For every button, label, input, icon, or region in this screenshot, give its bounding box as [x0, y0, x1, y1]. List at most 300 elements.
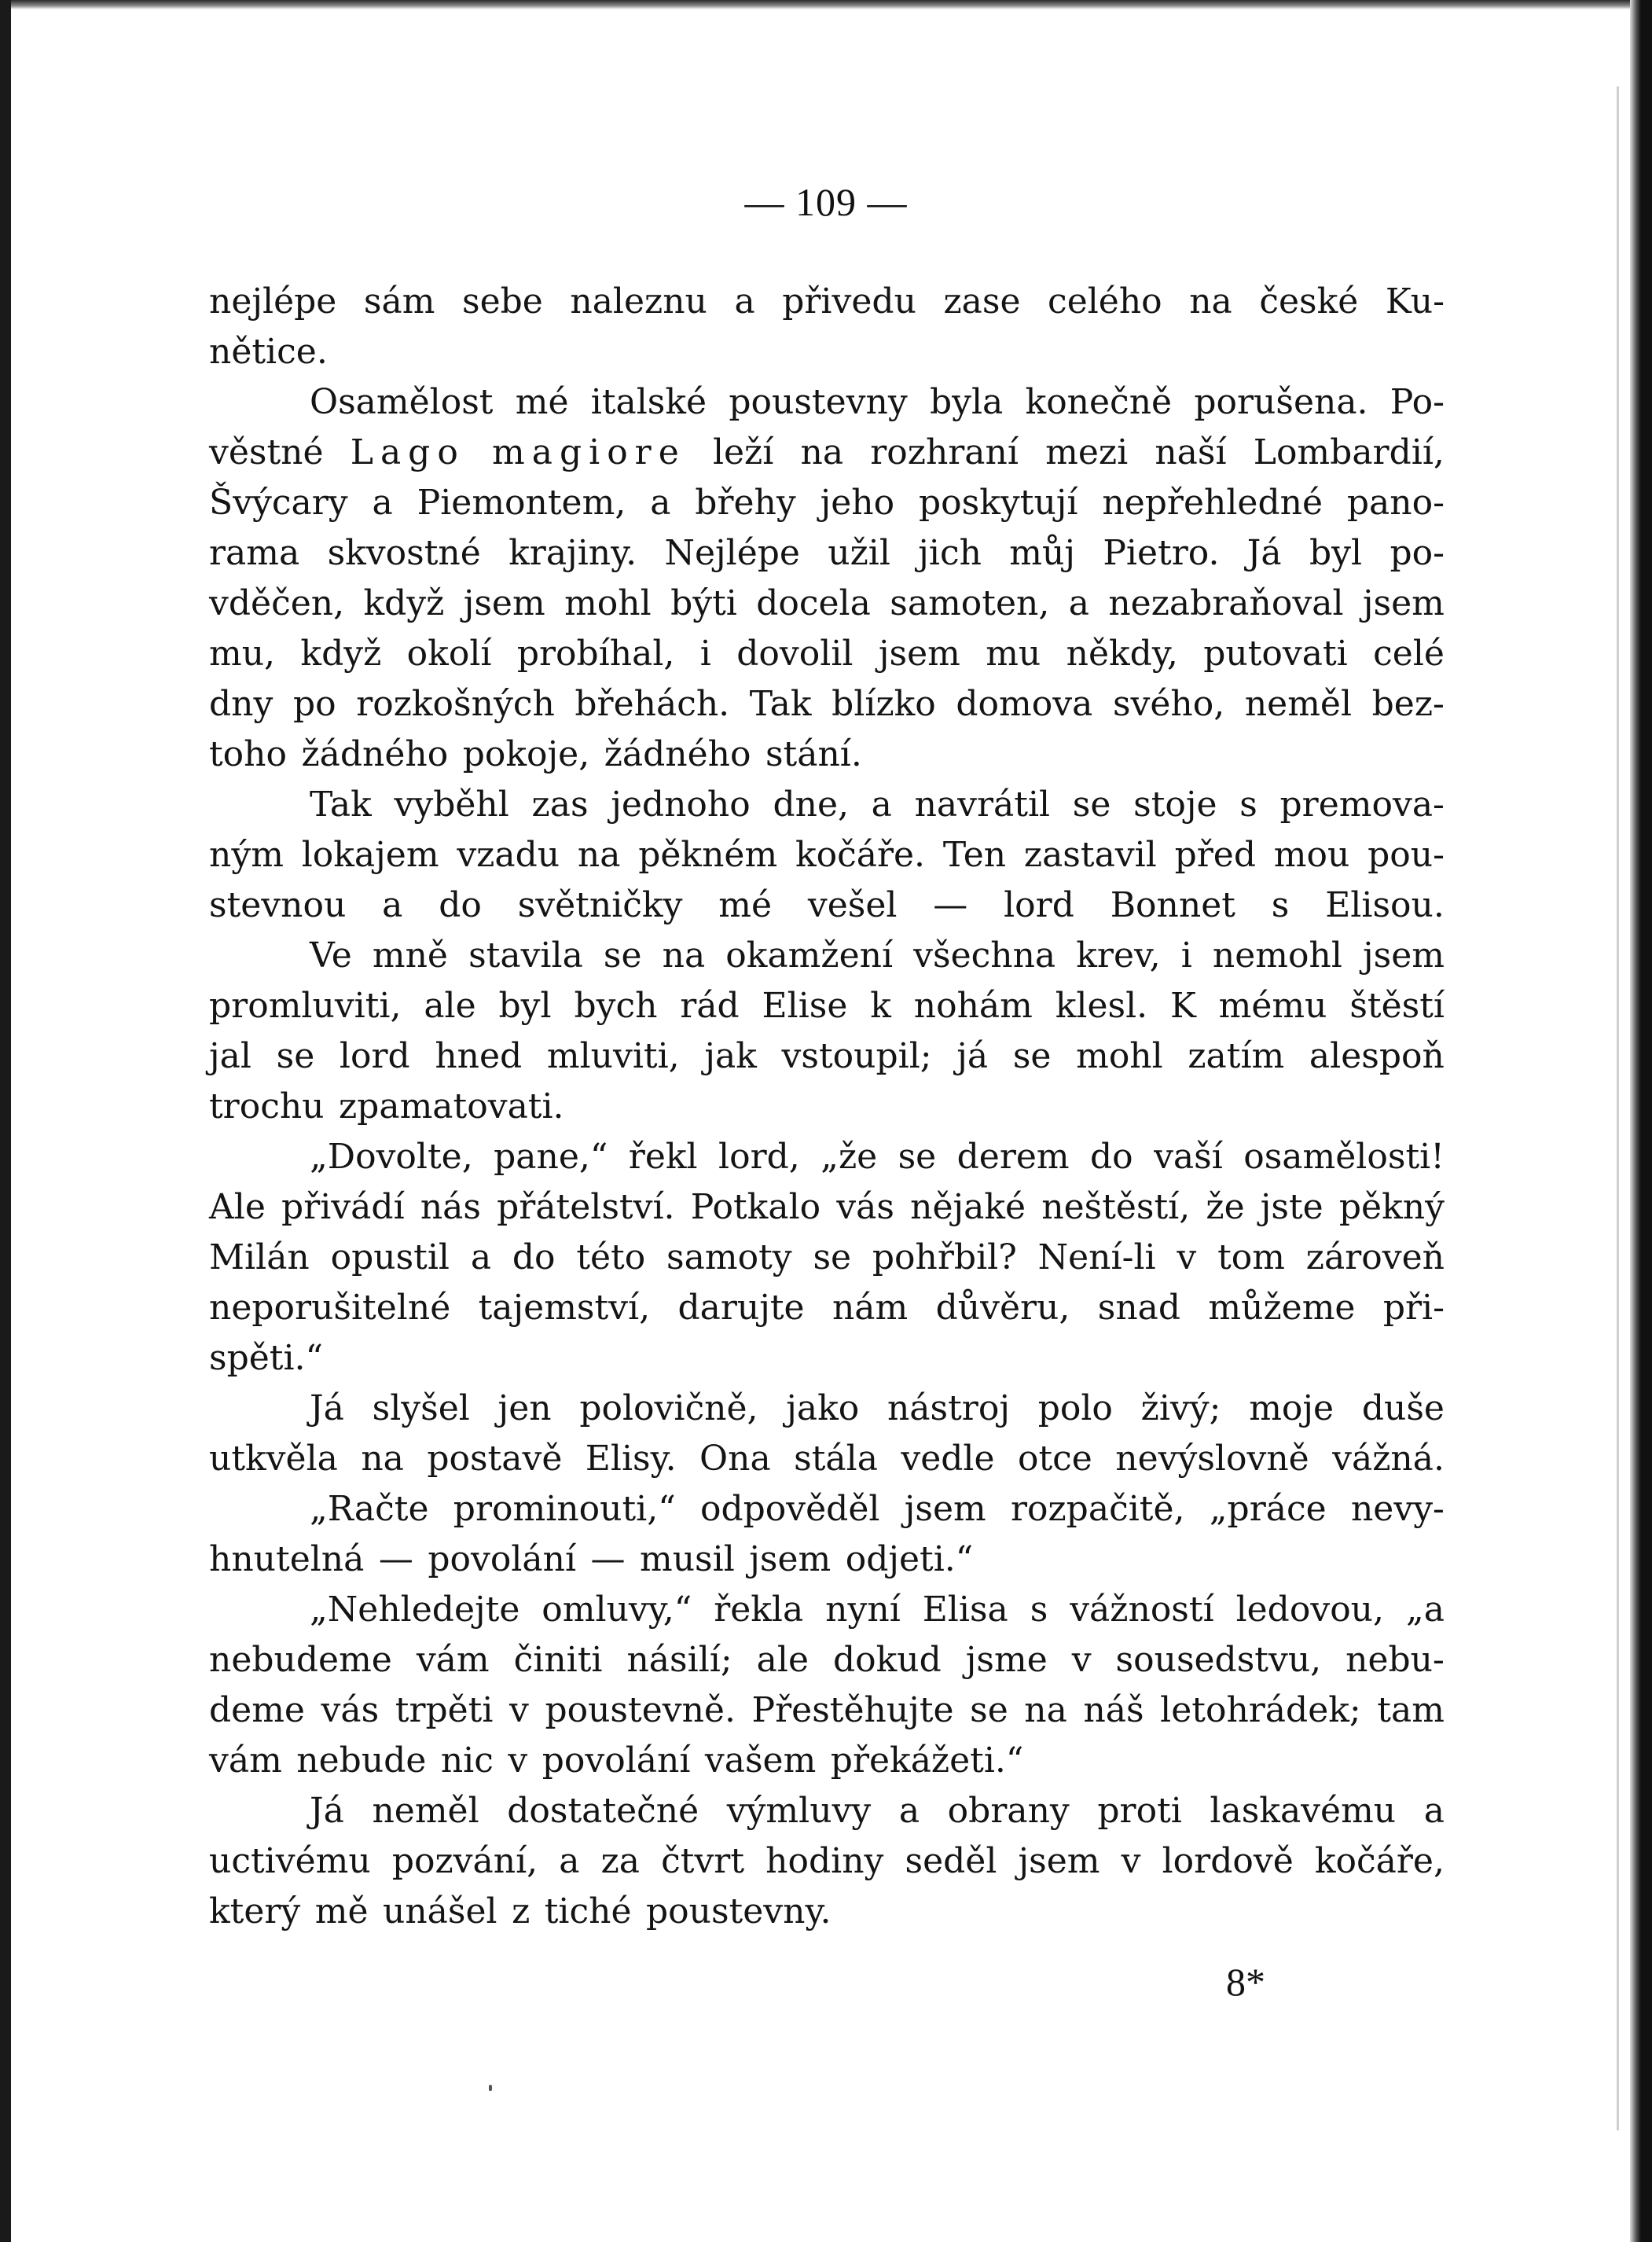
word: „a — [1405, 1590, 1445, 1630]
word: laskavému — [1210, 1791, 1397, 1831]
word: byl — [498, 986, 552, 1026]
word: — — [590, 1539, 626, 1579]
word: na — [361, 1439, 404, 1479]
word: sám — [363, 281, 435, 322]
word: Ten — [942, 835, 1007, 875]
word: Bonnet — [1110, 885, 1235, 925]
word: stavila — [468, 935, 583, 976]
word: a — [1068, 583, 1089, 623]
word: seděl — [905, 1841, 997, 1881]
word: lordově — [1162, 1841, 1294, 1881]
word: tiché — [544, 1891, 632, 1931]
word: jeho — [820, 483, 895, 523]
word: musil — [639, 1539, 735, 1579]
word: vás — [836, 1187, 894, 1227]
word: mu — [986, 634, 1041, 674]
word: „Račte — [310, 1489, 429, 1529]
text-line — [209, 327, 1445, 377]
word: Ku- — [1385, 281, 1445, 322]
word: dne, — [773, 785, 849, 825]
word: nemohl — [1212, 935, 1342, 976]
word: vám — [416, 1640, 490, 1680]
word: naší — [1155, 432, 1227, 472]
text-line — [209, 1384, 1445, 1434]
word: Ve — [310, 935, 352, 976]
page-number: — 109 — — [744, 180, 908, 224]
text-line — [209, 377, 1445, 428]
word: s — [1239, 785, 1257, 825]
word: zas — [531, 785, 589, 825]
word: blízko — [832, 684, 936, 724]
word: hned — [435, 1036, 523, 1076]
text-line — [209, 679, 1445, 730]
word: K — [1169, 986, 1196, 1026]
word: čtvrt — [661, 1841, 745, 1881]
word: a — [871, 785, 892, 825]
word: poustevny. — [645, 1891, 832, 1931]
word: všechna — [913, 935, 1056, 976]
word: před — [1174, 835, 1256, 875]
word: pane,“ — [494, 1137, 608, 1177]
word: ale — [424, 986, 476, 1026]
word: za — [600, 1841, 641, 1881]
word: jsem — [1362, 935, 1445, 976]
word: z — [512, 1891, 530, 1931]
word: hodiny — [765, 1841, 884, 1881]
word: nohám — [913, 986, 1033, 1026]
word: Milán — [209, 1237, 310, 1277]
word: mluviti, — [546, 1036, 680, 1076]
word: deme — [209, 1690, 305, 1730]
word: a — [470, 1237, 492, 1277]
word: polo — [1037, 1388, 1113, 1428]
word: štěstí — [1349, 986, 1445, 1026]
word: můžeme — [1208, 1288, 1356, 1328]
word: lord — [1004, 885, 1074, 925]
word: sousedstvu, — [1115, 1640, 1322, 1680]
word: vzadu — [457, 835, 560, 875]
word: — — [933, 885, 968, 925]
word: jsem — [1362, 583, 1445, 623]
word: Piemontem, — [417, 483, 626, 523]
word: v — [1071, 1640, 1092, 1680]
word: na — [662, 935, 706, 976]
word: v — [508, 1740, 528, 1781]
word: konečně — [1025, 382, 1173, 422]
word: nástroj — [887, 1388, 1010, 1428]
word: žádného — [301, 734, 449, 774]
word: věstné — [209, 432, 324, 472]
text-line — [209, 830, 1445, 880]
word: neměl — [1244, 684, 1353, 724]
text-line — [209, 981, 1445, 1031]
word: nebu- — [1345, 1640, 1445, 1680]
word: osamělosti! — [1243, 1137, 1445, 1177]
text-line — [209, 629, 1445, 679]
text-line — [209, 1484, 1445, 1534]
word: Švýcary — [209, 483, 348, 523]
word: duše — [1361, 1388, 1445, 1428]
word: bych — [574, 986, 658, 1026]
word: mé — [515, 382, 569, 422]
word: se — [1012, 1036, 1052, 1076]
word: naleznu — [570, 281, 707, 322]
word: kočáře. — [795, 835, 926, 875]
text-line — [209, 478, 1445, 528]
word: darujte — [677, 1288, 805, 1328]
word: překážeti.“ — [830, 1740, 1024, 1781]
text-line — [209, 1635, 1445, 1685]
word: nic — [440, 1740, 494, 1781]
word: a — [898, 1791, 920, 1831]
word: — — [378, 1539, 413, 1579]
text-line — [209, 1333, 1445, 1384]
word: živý; — [1140, 1388, 1221, 1428]
word: se — [603, 935, 642, 976]
word: s — [1030, 1590, 1048, 1630]
word: zpamatovati. — [339, 1086, 564, 1127]
word: a — [372, 483, 393, 523]
word: tom — [1217, 1237, 1285, 1277]
word: jsem — [463, 583, 545, 623]
word: unášel — [382, 1891, 497, 1931]
word: mému — [1218, 986, 1327, 1026]
word: když — [363, 583, 445, 623]
word: lord — [339, 1036, 410, 1076]
word: skvostné — [327, 533, 481, 573]
word: této — [576, 1237, 646, 1277]
word: já — [956, 1036, 989, 1076]
word: do — [1090, 1137, 1133, 1177]
word: mé — [718, 885, 773, 925]
word: celé — [1373, 634, 1445, 674]
word: vešel — [807, 885, 898, 925]
word: břehy — [695, 483, 796, 523]
word: nám — [832, 1288, 909, 1328]
word: důvěru, — [935, 1288, 1070, 1328]
text-line — [209, 1434, 1445, 1484]
word: mu, — [209, 634, 276, 674]
word: samoty — [666, 1237, 792, 1277]
word: vážností — [1070, 1590, 1214, 1630]
word: vyběhl — [394, 785, 509, 825]
scan-edge-right — [1630, 0, 1652, 2242]
scan-edge-left — [0, 0, 11, 2242]
word: jste — [1260, 1187, 1323, 1227]
word: poskytují — [919, 483, 1078, 523]
word: jsem — [749, 1539, 832, 1579]
word: „Dovolte, — [310, 1137, 473, 1177]
word: poustevně. — [545, 1690, 736, 1730]
word: magiore — [492, 432, 686, 472]
word: pěkný — [1338, 1187, 1445, 1227]
word: letohrádek; — [1160, 1690, 1361, 1730]
word: se — [276, 1036, 315, 1076]
word: trochu — [209, 1086, 325, 1127]
word: rama — [209, 533, 300, 573]
word: přivádí — [281, 1187, 405, 1227]
word: Osamělost — [310, 382, 494, 422]
word: leží — [712, 432, 774, 472]
word: lord, — [718, 1137, 800, 1177]
word: uctivému — [209, 1841, 371, 1881]
word: Tak — [310, 785, 372, 825]
word: tam — [1377, 1690, 1445, 1730]
word: slyšel — [372, 1388, 470, 1428]
word: se — [898, 1137, 937, 1177]
word: dokud — [832, 1640, 942, 1680]
text-line — [209, 1082, 1445, 1132]
word: Ona — [699, 1439, 771, 1479]
word: do — [512, 1237, 556, 1277]
text-line — [209, 880, 1445, 931]
word: nepřehledné — [1102, 483, 1323, 523]
word: byla — [929, 382, 1004, 422]
word: porušena. — [1194, 382, 1368, 422]
text-line — [209, 1736, 1445, 1786]
word: Já — [1246, 533, 1282, 573]
text-line — [209, 931, 1445, 981]
word: Elisa — [922, 1590, 1008, 1630]
word: nětice. — [209, 332, 328, 372]
word: okamžení — [725, 935, 894, 976]
word: jsem — [904, 1489, 986, 1529]
word: italské — [590, 382, 707, 422]
word: mohl — [1076, 1036, 1163, 1076]
word: pozvání, — [391, 1841, 538, 1881]
word: náš — [1083, 1690, 1144, 1730]
body-text — [209, 277, 1445, 1937]
word: vašem — [704, 1740, 817, 1781]
word: odpověděl — [699, 1489, 880, 1529]
word: spěti.“ — [209, 1338, 324, 1378]
word: můj — [1009, 533, 1075, 573]
word: toho — [209, 734, 287, 774]
word: derem — [956, 1137, 1070, 1177]
word: Já — [310, 1791, 344, 1831]
word: domova — [956, 684, 1093, 724]
word: probíhal, — [516, 634, 675, 674]
word: omluvy,“ — [541, 1590, 692, 1630]
word: povolání — [428, 1539, 577, 1579]
word: k — [870, 986, 891, 1026]
word: jako — [786, 1388, 860, 1428]
word: „že — [820, 1137, 878, 1177]
word: stevnou — [209, 885, 347, 925]
word: výmluvy — [726, 1791, 872, 1831]
word: „práce — [1209, 1489, 1327, 1529]
word: Lombardií, — [1253, 432, 1445, 472]
text-line — [209, 1685, 1445, 1736]
word: násilí; — [626, 1640, 732, 1680]
word: přátelství. — [497, 1187, 675, 1227]
word: nyní — [825, 1590, 901, 1630]
word: ledovou, — [1235, 1590, 1385, 1630]
text-line — [209, 1283, 1445, 1333]
word: pokoje, — [462, 734, 590, 774]
word: krev, — [1076, 935, 1161, 976]
word: se — [970, 1690, 1008, 1730]
word: nevýslovně — [1115, 1439, 1309, 1479]
word: se — [813, 1237, 852, 1277]
word: mě — [314, 1891, 369, 1931]
word: i — [699, 634, 711, 674]
word: řekla — [714, 1590, 804, 1630]
word: na — [577, 835, 621, 875]
word: na — [800, 432, 844, 472]
word: kočáře, — [1314, 1841, 1445, 1881]
word: rozpačitě, — [1010, 1489, 1185, 1529]
word: premova- — [1279, 785, 1445, 825]
word: „Nehledejte — [310, 1590, 520, 1630]
word: žádného — [604, 734, 751, 774]
scan-edge-top — [0, 0, 1652, 9]
word: hnutelná — [209, 1539, 365, 1579]
word: promluviti, — [209, 986, 402, 1026]
word: lokajem — [301, 835, 439, 875]
word: krajiny. — [508, 533, 637, 573]
word: dny — [209, 684, 273, 724]
word: Lago — [350, 432, 465, 472]
word: ale — [756, 1640, 809, 1680]
word: činiti — [513, 1640, 603, 1680]
word: po- — [1390, 533, 1445, 573]
word: svého, — [1112, 684, 1225, 724]
word: celého — [1048, 281, 1162, 322]
word: se — [1072, 785, 1111, 825]
word: Po- — [1390, 382, 1445, 422]
word: vstoupil; — [781, 1036, 932, 1076]
word: vás — [321, 1690, 380, 1730]
word: mezi — [1045, 432, 1129, 472]
word: snad — [1097, 1288, 1181, 1328]
word: putovati — [1203, 634, 1348, 674]
word: na — [1189, 281, 1232, 322]
word: Elise — [762, 986, 848, 1026]
text-line — [209, 1887, 1445, 1937]
text-line — [209, 579, 1445, 629]
word: otce — [1017, 1439, 1092, 1479]
word: břehách. — [575, 684, 730, 724]
word: mohl — [564, 583, 652, 623]
word: býti — [670, 583, 737, 623]
word: mou — [1273, 835, 1350, 875]
word: české — [1259, 281, 1359, 322]
word: vám — [209, 1740, 282, 1781]
word: vážná. — [1332, 1439, 1445, 1479]
word: jal — [209, 1036, 251, 1076]
word: pou- — [1367, 835, 1445, 875]
text-line — [209, 277, 1445, 327]
word: moje — [1249, 1388, 1334, 1428]
word: a — [1423, 1791, 1445, 1831]
word: pěkném — [638, 835, 778, 875]
word: nebude — [296, 1740, 427, 1781]
word: při- — [1382, 1288, 1445, 1328]
word: stání. — [765, 734, 862, 774]
word: v — [509, 1690, 529, 1730]
word: a — [734, 281, 755, 322]
word: a — [650, 483, 671, 523]
word: jich — [918, 533, 982, 573]
word: navrátil — [914, 785, 1051, 825]
word: nevy- — [1350, 1489, 1445, 1529]
word: Pietro. — [1103, 533, 1220, 573]
word: Ale — [209, 1187, 266, 1227]
word: když — [300, 634, 382, 674]
word: ným — [209, 835, 284, 875]
word: jen — [497, 1388, 552, 1428]
text-line — [209, 1534, 1445, 1585]
word: řekl — [628, 1137, 698, 1177]
word: který — [209, 1891, 301, 1931]
word: vděčen, — [209, 583, 345, 623]
text-line — [209, 528, 1445, 579]
word: opustil — [330, 1237, 450, 1277]
word: alespoň — [1309, 1036, 1445, 1076]
signature-mark: 8* — [1226, 1960, 1265, 2004]
word: i — [1180, 935, 1192, 976]
word: zastavil — [1023, 835, 1157, 875]
word: že — [1206, 1187, 1245, 1227]
word: obrany — [947, 1791, 1070, 1831]
word: jsem — [878, 634, 960, 674]
word: okolí — [406, 634, 492, 674]
word: a — [559, 1841, 580, 1881]
word: neporušitelné — [209, 1288, 451, 1328]
word: prominouti,“ — [453, 1489, 676, 1529]
word: Elisou. — [1325, 885, 1445, 925]
word: tajemství, — [478, 1288, 651, 1328]
text-line — [209, 1031, 1445, 1082]
word: rozhraní — [870, 432, 1019, 472]
text-line — [209, 1182, 1445, 1233]
word: neměl — [372, 1791, 479, 1831]
word: mně — [372, 935, 448, 976]
word: odjeti.“ — [845, 1539, 974, 1579]
word: s — [1271, 885, 1290, 925]
word: jsem — [1018, 1841, 1100, 1881]
word: samoten, — [890, 583, 1050, 623]
word: sebe — [461, 281, 543, 322]
word: rád — [680, 986, 740, 1026]
word: dostatečné — [507, 1791, 699, 1831]
word: jednoho — [611, 785, 751, 825]
word: klesl. — [1055, 986, 1148, 1026]
word: pohřbil? — [872, 1237, 1017, 1277]
word: neštěstí, — [1041, 1187, 1191, 1227]
text-line — [209, 1233, 1445, 1283]
word: nezabraňoval — [1108, 583, 1344, 623]
word: Přestěhujte — [751, 1690, 954, 1730]
word: vaší — [1154, 1137, 1223, 1177]
text-line — [209, 730, 1445, 780]
word: jak — [704, 1036, 757, 1076]
word: zatím — [1188, 1036, 1285, 1076]
word: trpěti — [395, 1690, 494, 1730]
text-line — [209, 1132, 1445, 1182]
text-line — [209, 780, 1445, 830]
word: zároveň — [1305, 1237, 1445, 1277]
word: poustevny — [729, 382, 908, 422]
text-line — [209, 1585, 1445, 1635]
word: Potkalo — [690, 1187, 821, 1227]
word: pano- — [1346, 483, 1445, 523]
word: užil — [828, 533, 890, 573]
word: utkvěla — [209, 1439, 338, 1479]
word: Elisy. — [585, 1439, 677, 1479]
text-line — [209, 428, 1445, 478]
